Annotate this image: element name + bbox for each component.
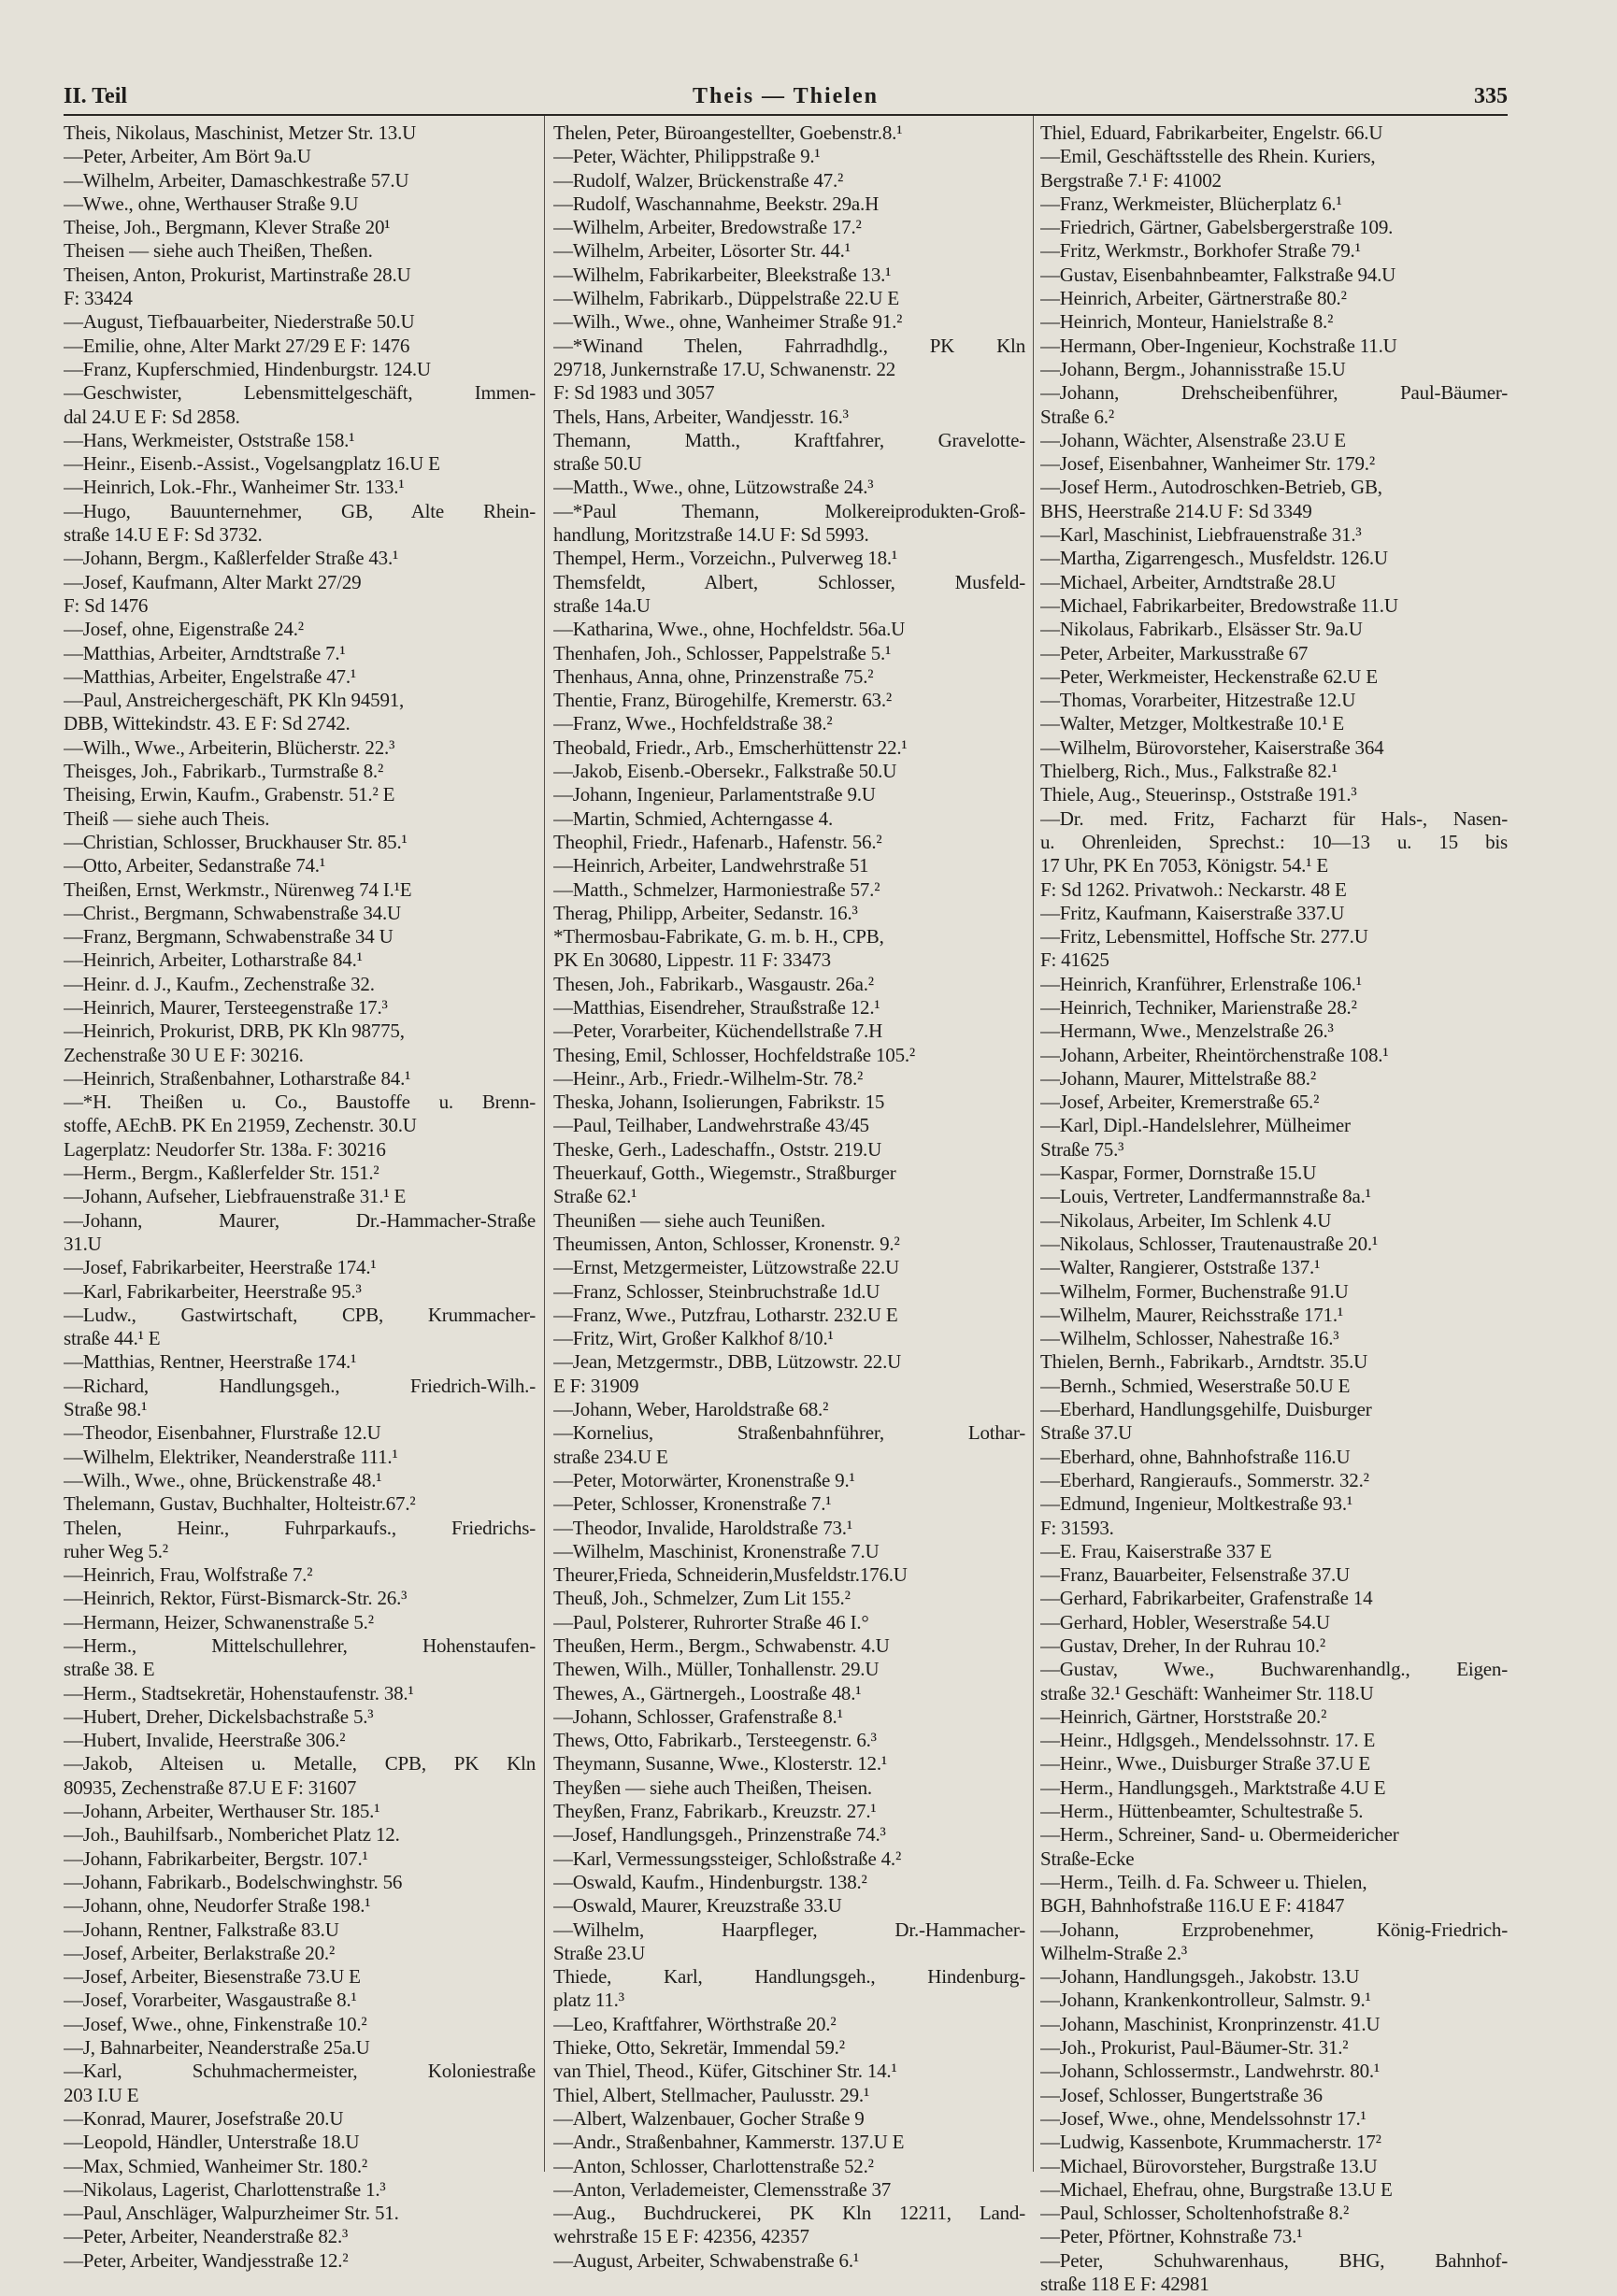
directory-entry-line: —Wilhelm, Haarpfleger, Dr.-Hammacher- <box>553 1918 1025 1941</box>
directory-entry-line: —Wilhelm, Fabrikarb., Düppelstraße 22.U E <box>553 287 900 310</box>
directory-entry-line: —Rudolf, Waschannahme, Beekstr. 29a.H <box>553 192 880 215</box>
directory-entry-line: ruher Weg 5.² <box>64 1539 168 1562</box>
directory-entry-line: —Wilhelm, Bürovorsteher, Kaiserstraße 364 <box>1040 735 1384 759</box>
directory-entry-line: —Johann, Drehscheibenführer, Paul-Bäumer- <box>1040 381 1508 405</box>
directory-entry-line: —Josef, ohne, Eigenstraße 24.² <box>64 618 304 641</box>
directory-entry-line: Straße-Ecke <box>1040 1847 1135 1870</box>
running-head: Theis — Thielen <box>693 84 879 108</box>
directory-entry-line: —Heinrich, Frau, Wolfstraße 7.² <box>64 1563 313 1587</box>
directory-entry-line: Straße 37.U <box>1040 1421 1133 1445</box>
directory-entry-line: —Richard, Handlungsgeh., Friedrich-Wilh.- <box>64 1374 536 1397</box>
directory-entry-line: —Josef, Arbeiter, Berlakstraße 20.² <box>64 1941 336 1964</box>
directory-entry-line: —E. Frau, Kaiserstraße 337 E <box>1040 1539 1272 1562</box>
directory-entry-line: —Johann, ohne, Neudorfer Straße 198.¹ <box>64 1894 371 1918</box>
directory-entry-line: —Thomas, Vorarbeiter, Hitzestraße 12.U <box>1040 689 1356 712</box>
directory-entry-line: —Josef, Arbeiter, Kremerstraße 65.² <box>1040 1091 1320 1114</box>
directory-entry-line: straße 14.U E F: Sd 3732. <box>64 523 263 547</box>
directory-entry-line: —Karl, Schuhmachermeister, Koloniestraße <box>64 2060 536 2083</box>
directory-entry-line: —Johann, Bergm., Kaßlerfelder Straße 43.¹ <box>64 547 399 570</box>
directory-entry-line: —Hubert, Dreher, Dickelsbachstraße 5.³ <box>64 1704 374 1728</box>
directory-entry-line: —Eberhard, Handlungsgehilfe, Duisburger <box>1040 1398 1372 1421</box>
directory-entry-line: —Matthias, Rentner, Heerstraße 174.¹ <box>64 1350 357 1374</box>
directory-entry-line: —Johann, Ingenieur, Parlamentstraße 9.U <box>553 783 876 806</box>
directory-entry-line: Thiel, Eduard, Fabrikarbeiter, Engelstr. 66.U <box>1040 121 1383 144</box>
directory-entry-line: —Franz, Werkmeister, Blücherplatz 6.¹ <box>1040 192 1342 215</box>
directory-entry-line: —Martha, Zigarrengesch., Musfeldstr. 126.U <box>1040 547 1388 570</box>
directory-entry-line: —Fritz, Werkmstr., Borkhofer Straße 79.¹ <box>1040 239 1361 263</box>
directory-entry-line: —Matth., Schmelzer, Harmoniestraße 57.² <box>553 877 880 901</box>
directory-entry-line: Thelen, Heinr., Fuhrparkaufs., Friedrichs- <box>64 1516 536 1539</box>
directory-entry-line: —Wilh., Wwe., ohne, Brückenstraße 48.¹ <box>64 1468 382 1491</box>
directory-entry-line: —Gustav, Dreher, In der Ruhrau 10.² <box>1040 1634 1326 1657</box>
directory-entry-line: —Michael, Bürovorsteher, Burgstraße 13.U <box>1040 2154 1378 2177</box>
directory-entry-line: —Peter, Werkmeister, Heckenstraße 62.U E <box>1040 664 1378 688</box>
directory-entry-line: Theising, Erwin, Kaufm., Grabenstr. 51.² E <box>64 783 395 806</box>
directory-entry-line: —Paul, Anschläger, Walpurzheimer Str. 51. <box>64 2202 399 2225</box>
directory-entry-line: Thielen, Bernh., Fabrikarb., Arndtstr. 35.U <box>1040 1350 1368 1374</box>
directory-entry-line: F: 41625 <box>1040 948 1109 972</box>
directory-entry-line: Thews, Otto, Fabrikarb., Tersteegenstr. 6.³ <box>553 1729 877 1752</box>
directory-entry-line: —Peter, Wächter, Philippstraße 9.¹ <box>553 145 821 168</box>
directory-entry-line: —Peter, Vorarbeiter, Küchendellstraße 7.H <box>553 1020 883 1043</box>
directory-entry-line: —Anton, Verlademeister, Clemensstraße 37 <box>553 2177 892 2201</box>
directory-entry-line: —Franz, Wwe., Hochfeldstraße 38.² <box>553 712 833 735</box>
directory-entry-line: —Heinrich, Arbeiter, Gärtnerstraße 80.² <box>1040 287 1347 310</box>
directory-entry-line: —Andr., Straßenbahner, Kammerstr. 137.U E <box>553 2131 905 2154</box>
directory-entry-line: —Heinrich, Arbeiter, Landwehrstraße 51 <box>553 854 869 877</box>
directory-entry-line: 31.U <box>64 1232 102 1255</box>
directory-entry-line: wehrstraße 15 E F: 42356, 42357 <box>553 2225 809 2248</box>
directory-entry-line: Thewen, Wilh., Müller, Tonhallenstr. 29.U <box>553 1658 880 1681</box>
directory-entry-line: —Johann, Arbeiter, Werthauser Str. 185.¹ <box>64 1800 380 1823</box>
directory-entry-line: dal 24.U E F: Sd 2858. <box>64 405 240 428</box>
directory-entry-line: PK En 30680, Lippestr. 11 F: 33473 <box>553 948 831 972</box>
directory-entry-line: —Johann, Weber, Haroldstraße 68.² <box>553 1398 829 1421</box>
directory-entry-line: —Wilhelm, Maurer, Reichsstraße 171.¹ <box>1040 1303 1343 1326</box>
directory-entry-line: —Paul, Polsterer, Ruhrorter Straße 46 I.° <box>553 1610 869 1633</box>
directory-entry-line: —Johann, Handlungsgeh., Jakobstr. 13.U <box>1040 1965 1360 1989</box>
directory-entry-line: Thieke, Otto, Sekretär, Immendal 59.² <box>553 2036 845 2060</box>
directory-entry-line: Thiede, Karl, Handlungsgeh., Hindenburg- <box>553 1965 1025 1989</box>
directory-entry-line: Thiele, Aug., Steuerinsp., Oststraße 191.³ <box>1040 783 1357 806</box>
directory-entry-line: —Wilhelm, Maschinist, Kronenstraße 7.U <box>553 1539 880 1562</box>
directory-entry-line: —Josef Herm., Autodroschken-Betrieb, GB, <box>1040 476 1382 499</box>
directory-entry-line: —Theodor, Invalide, Haroldstraße 73.¹ <box>553 1516 852 1539</box>
directory-entry-line: platz 11.³ <box>553 1989 624 2012</box>
directory-entry-line: —Heinrich, Rektor, Fürst-Bismarck-Str. 26.³ <box>64 1587 408 1610</box>
directory-entry-line: Thentie, Franz, Bürogehilfe, Kremerstr. 63.² <box>553 689 892 712</box>
directory-entry-line: —Christian, Schlosser, Bruckhauser Str. 85.¹ <box>64 830 408 853</box>
directory-entry-line: E F: 31909 <box>553 1374 639 1397</box>
directory-entry-line: —Heinrich, Arbeiter, Lotharstraße 84.¹ <box>64 948 363 972</box>
directory-entry-line: —Albert, Walzenbauer, Gocher Straße 9 <box>553 2106 865 2130</box>
directory-column-2 <box>553 121 1025 2273</box>
directory-entry-line: —Heinrich, Gärtner, Horststraße 20.² <box>1040 1704 1327 1728</box>
directory-entry-line: 80935, Zechenstraße 87.U E F: 31607 <box>64 1775 357 1799</box>
directory-entry-line: —Jean, Metzgermstr., DBB, Lützowstr. 22.U <box>553 1350 902 1374</box>
directory-entry-line: —*H. Theißen u. Co., Baustoffe u. Brenn- <box>64 1091 536 1114</box>
directory-entry-line: Theuerkauf, Gotth., Wiegemstr., Straßburger <box>553 1162 896 1185</box>
directory-entry-line: —Christ., Bergmann, Schwabenstraße 34.U <box>64 901 402 924</box>
directory-entry-line: —Bernh., Schmied, Weserstraße 50.U E <box>1040 1374 1351 1397</box>
directory-entry-line: —Heinrich, Techniker, Marienstraße 28.² <box>1040 995 1357 1019</box>
directory-entry-line: Straße 75.³ <box>1040 1137 1124 1161</box>
directory-entry-line: —Heinr., Wwe., Duisburger Straße 37.U E <box>1040 1752 1371 1775</box>
directory-entry-line: —Hermann, Ober-Ingenieur, Kochstraße 11.U <box>1040 334 1397 357</box>
directory-entry-line: —Heinrich, Prokurist, DRB, PK Kln 98775, <box>64 1020 405 1043</box>
directory-entry-line: —Peter, Schlosser, Kronenstraße 7.¹ <box>553 1492 832 1516</box>
directory-entry-line: —Wilhelm, Fabrikarbeiter, Bleekstraße 13.¹ <box>553 263 892 286</box>
directory-entry-line: F: Sd 1476 <box>64 593 149 617</box>
directory-entry-line: —Leo, Kraftfahrer, Wörthstraße 20.² <box>553 2012 837 2035</box>
directory-entry-line: Theumissen, Anton, Schlosser, Kronenstr. 9.² <box>553 1232 900 1255</box>
directory-entry-line: —Johann, Fabrikarb., Bodelschwinghstr. 56 <box>64 1870 403 1893</box>
directory-entry-line: F: Sd 1983 und 3057 <box>553 381 715 405</box>
directory-entry-line: —Johann, Erzprobenehmer, König-Friedrich- <box>1040 1918 1508 1941</box>
directory-entry-line: —Peter, Pförtner, Kohnstraße 73.¹ <box>1040 2225 1303 2248</box>
directory-entry-line: —Kornelius, Straßenbahnführer, Lothar- <box>553 1421 1025 1445</box>
directory-entry-line: —Josef, Fabrikarbeiter, Heerstraße 174.¹ <box>64 1256 377 1279</box>
directory-entry-line: —Peter, Arbeiter, Markusstraße 67 <box>1040 641 1309 664</box>
directory-entry-line: van Thiel, Theod., Küfer, Gitschiner Str. 14.¹ <box>553 2060 897 2083</box>
directory-entry-line: straße 50.U <box>553 452 642 476</box>
directory-entry-line: straße 234.U E <box>553 1445 668 1468</box>
directory-entry-line: Straße 6.² <box>1040 405 1114 428</box>
directory-entry-line: —Oswald, Kaufm., Hindenburgstr. 138.² <box>553 1870 867 1893</box>
directory-entry-line: Thenhafen, Joh., Schlosser, Pappelstraße 5.¹ <box>553 641 892 664</box>
directory-entry-line: —Josef, Handlungsgeh., Prinzenstraße 74.³ <box>553 1823 886 1847</box>
directory-entry-line: —Josef, Schlosser, Bungertstraße 36 <box>1040 2083 1323 2106</box>
directory-entry-line: —*Paul Themann, Molkereiprodukten-Groß- <box>553 499 1025 522</box>
directory-entry-line: Theuß, Joh., Schmelzer, Zum Lit 155.² <box>553 1587 851 1610</box>
directory-entry-line: straße 44.¹ E <box>64 1327 161 1350</box>
directory-entry-line: —Otto, Arbeiter, Sedanstraße 74.¹ <box>64 854 325 877</box>
directory-entry-line: Theurer,Frieda, Schneiderin,Musfeldstr.176.U <box>553 1563 908 1587</box>
directory-entry-line: Thiel, Albert, Stellmacher, Paulusstr. 29.¹ <box>553 2083 870 2106</box>
directory-entry-line: —Friedrich, Gärtner, Gabelsbergerstraße 109. <box>1040 216 1394 239</box>
directory-entry-line: Theobald, Friedr., Arb., Emscherhüttenstr 22.¹ <box>553 735 908 759</box>
directory-entry-line: —Herm., Bergm., Kaßlerfelder Str. 151.² <box>64 1162 379 1185</box>
directory-entry-line: stoffe, AEchB. PK En 21959, Zechenstr. 30.U <box>64 1114 417 1137</box>
directory-entry-line: Theisges, Joh., Fabrikarb., Turmstraße 8.² <box>64 760 384 783</box>
directory-entry-line: —Matthias, Arbeiter, Engelstraße 47.¹ <box>64 664 356 688</box>
directory-entry-line: —Theodor, Eisenbahner, Flurstraße 12.U <box>64 1421 381 1445</box>
directory-entry-line: —Heinrich, Kranführer, Erlenstraße 106.¹ <box>1040 972 1362 995</box>
directory-entry-line: —Nikolaus, Arbeiter, Im Schlenk 4.U <box>1040 1208 1332 1232</box>
directory-entry-line: —Johann, Aufseher, Liebfrauenstraße 31.¹ E <box>64 1185 407 1208</box>
directory-entry-line: —Josef, Vorarbeiter, Wasgaustraße 8.¹ <box>64 1989 357 2012</box>
directory-entry-line: —Gerhard, Fabrikarbeiter, Grafenstraße 14 <box>1040 1587 1373 1610</box>
directory-entry-line: —Paul, Teilhaber, Landwehrstraße 43/45 <box>553 1114 869 1137</box>
directory-entry-line: —Karl, Fabrikarbeiter, Heerstraße 95.³ <box>64 1279 362 1303</box>
directory-entry-line: —Paul, Anstreichergeschäft, PK Kln 94591, <box>64 689 405 712</box>
directory-entry-line: Therag, Philipp, Arbeiter, Sedanstr. 16.³ <box>553 901 858 924</box>
directory-entry-line: —Heinr., Hdlgsgeh., Mendelssohnstr. 17. E <box>1040 1729 1376 1752</box>
directory-entry-line: —Josef, Arbeiter, Biesenstraße 73.U E <box>64 1965 361 1989</box>
directory-entry-line: —Wwe., ohne, Werthauser Straße 9.U <box>64 192 359 215</box>
directory-entry-line: —Johann, Maschinist, Kronprinzenstr. 41.U <box>1040 2012 1381 2035</box>
directory-entry-line: —Martin, Schmied, Achterngasse 4. <box>553 806 834 830</box>
directory-entry-line: —Johann, Krankenkontrolleur, Salmstr. 9.¹ <box>1040 1989 1371 2012</box>
directory-entry-line: —Wilhelm, Former, Buchenstraße 91.U <box>1040 1279 1349 1303</box>
directory-entry-line: —Michael, Ehefrau, ohne, Burgstraße 13.U E <box>1040 2177 1393 2201</box>
directory-entry-line: —Ludw., Gastwirtschaft, CPB, Krummacher- <box>64 1303 536 1326</box>
directory-entry-line: Straße 62.¹ <box>553 1185 637 1208</box>
directory-entry-line: —Josef, Kaufmann, Alter Markt 27/29 <box>64 570 362 593</box>
directory-entry-line: —Franz, Schlosser, Steinbruchstraße 1d.U <box>553 1279 880 1303</box>
directory-entry-line: —Geschwister, Lebensmittelgeschäft, Immen- <box>64 381 536 405</box>
directory-entry-line: Straße 23.U <box>553 1941 646 1964</box>
directory-entry-line: Theyßen, Franz, Fabrikarb., Kreuzstr. 27.¹ <box>553 1800 877 1823</box>
directory-column-1 <box>64 121 536 2273</box>
directory-entry-line: —Karl, Dipl.-Handelslehrer, Mülheimer <box>1040 1114 1351 1137</box>
directory-entry-line: —August, Tiefbauarbeiter, Niederstraße 50.U <box>64 310 415 334</box>
directory-entry-line: F: Sd 1262. Privatwoh.: Neckarstr. 48 E <box>1040 877 1347 901</box>
directory-entry-line: Themsfeldt, Albert, Schlosser, Musfeld- <box>553 570 1025 593</box>
directory-entry-line: —Josef, Wwe., ohne, Mendelssohnstr 17.¹ <box>1040 2106 1367 2130</box>
directory-entry-line: —Nikolaus, Fabrikarb., Elsässer Str. 9a.U <box>1040 618 1363 641</box>
directory-entry-line: —Johann, Rentner, Falkstraße 83.U <box>64 1918 339 1941</box>
directory-entry-line: —Peter, Schuhwarenhaus, BHG, Bahnhof- <box>1040 2248 1508 2272</box>
directory-entry-line: straße 14a.U <box>553 593 651 617</box>
directory-entry-line: —Josef, Wwe., ohne, Finkenstraße 10.² <box>64 2012 367 2035</box>
directory-entry-line: 17 Uhr, PK En 7053, Königstr. 54.¹ E <box>1040 854 1329 877</box>
column-divider <box>544 116 545 2172</box>
directory-entry-line: —Herm., Stadtsekretär, Hohenstaufenstr. 38.¹ <box>64 1681 414 1704</box>
directory-entry-line: —Fritz, Lebensmittel, Hoffsche Str. 277.U <box>1040 925 1368 948</box>
directory-entry-line: —Matthias, Eisendreher, Straußstraße 12.¹ <box>553 995 880 1019</box>
directory-entry-line: —Leopold, Händler, Unterstraße 18.U <box>64 2131 360 2154</box>
directory-entry-line: —Eberhard, Rangieraufs., Sommerstr. 32.² <box>1040 1468 1369 1491</box>
directory-entry-line: Thielberg, Rich., Mus., Falkstraße 82.¹ <box>1040 760 1338 783</box>
directory-entry-line: —Wilh., Wwe., Arbeiterin, Blücherstr. 22.³ <box>64 735 395 759</box>
directory-entry-line: Theske, Gerh., Ladeschaffn., Oststr. 219.U <box>553 1137 882 1161</box>
directory-entry-line: —Johann, Fabrikarbeiter, Bergstr. 107.¹ <box>64 1847 368 1870</box>
directory-entry-line: —*Winand Thelen, Fahrradhdlg., PK Kln <box>553 334 1025 357</box>
directory-entry-line: —Heinrich, Monteur, Hanielstraße 8.² <box>1040 310 1334 334</box>
page-header <box>64 84 1508 116</box>
directory-entry-line: —Michael, Fabrikarbeiter, Bredowstraße 11.U <box>1040 593 1398 617</box>
directory-entry-line: Thenhaus, Anna, ohne, Prinzenstraße 75.² <box>553 664 874 688</box>
directory-entry-line: —Eberhard, ohne, Bahnhofstraße 116.U <box>1040 1445 1351 1468</box>
directory-entry-line: —Dr. med. Fritz, Facharzt für Hals-, Nasen- <box>1040 806 1508 830</box>
directory-entry-line: Theiß — siehe auch Theis. <box>64 806 270 830</box>
directory-entry-line: Thewes, A., Gärtnergeh., Loostraße 48.¹ <box>553 1681 862 1704</box>
directory-entry-line: Theißen, Ernst, Werkmstr., Nürenweg 74 I.¹E <box>64 877 412 901</box>
directory-entry-line: —Johann, Wächter, Alsenstraße 23.U E <box>1040 428 1346 451</box>
directory-entry-line: —Hugo, Bauunternehmer, GB, Alte Rhein- <box>64 499 536 522</box>
directory-entry-line: —Herm., Hüttenbeamter, Schultestraße 5. <box>1040 1800 1364 1823</box>
directory-entry-line: —J, Bahnarbeiter, Neanderstraße 25a.U <box>64 2036 370 2060</box>
directory-entry-line: —Herm., Schreiner, Sand- u. Obermeidericher <box>1040 1823 1399 1847</box>
directory-entry-line: Theise, Joh., Bergmann, Klever Straße 20¹ <box>64 216 391 239</box>
directory-entry-line: straße 38. E <box>64 1658 155 1681</box>
directory-entry-line: —Aug., Buchdruckerei, PK Kln 12211, Land- <box>553 2202 1025 2225</box>
directory-entry-line: Theisen, Anton, Prokurist, Martinstraße 28.U <box>64 263 411 286</box>
directory-entry-line: —Gustav, Eisenbahnbeamter, Falkstraße 94.U <box>1040 263 1396 286</box>
directory-entry-line: —Fritz, Kaufmann, Kaiserstraße 337.U <box>1040 901 1345 924</box>
directory-entry-line: *Thermosbau-Fabrikate, G. m. b. H., CPB, <box>553 925 884 948</box>
directory-entry-line: —Karl, Vermessungssteiger, Schloßstraße 4.² <box>553 1847 902 1870</box>
directory-entry-line: 29718, Junkernstraße 17.U, Schwanenstr. 22 <box>553 357 896 380</box>
directory-entry-line: —Walter, Metzger, Moltkestraße 10.¹ E <box>1040 712 1345 735</box>
directory-entry-line: —Herm., Teilh. d. Fa. Schweer u. Thielen, <box>1040 1870 1367 1893</box>
directory-entry-line: —Heinr., Eisenb.-Assist., Vogelsangplatz 16.U E <box>64 452 440 476</box>
directory-entry-line: —Joh., Bauhilfsarb., Nomberichet Platz 12. <box>64 1823 400 1847</box>
directory-entry-line: —Wilhelm, Arbeiter, Lösorter Str. 44.¹ <box>553 239 851 263</box>
section-label: II. Teil <box>64 84 128 108</box>
directory-entry-line: —Wilhelm, Arbeiter, Damaschkestraße 57.U <box>64 168 409 192</box>
directory-entry-line: Theunißen — siehe auch Teunißen. <box>553 1208 825 1232</box>
directory-entry-line: BHS, Heerstraße 214.U F: Sd 3349 <box>1040 499 1312 522</box>
directory-entry-line: Thelen, Peter, Büroangestellter, Goebenstr.8.¹ <box>553 121 903 144</box>
directory-entry-line: —Heinrich, Straßenbahner, Lotharstraße 84.¹ <box>64 1066 411 1090</box>
directory-entry-line: straße 32.¹ Geschäft: Wanheimer Str. 118.U <box>1040 1681 1374 1704</box>
directory-entry-line: —Peter, Arbeiter, Neanderstraße 82.³ <box>64 2225 349 2248</box>
directory-entry-line: Thesing, Emil, Schlosser, Hochfeldstraße 105.² <box>553 1043 916 1066</box>
directory-entry-line: —Wilhelm, Elektriker, Neanderstraße 111.¹ <box>64 1445 398 1468</box>
directory-entry-line: —Johann, Maurer, Mittelstraße 88.² <box>1040 1066 1316 1090</box>
directory-entry-line: —Heinr., Arb., Friedr.-Wilhelm-Str. 78.² <box>553 1066 864 1090</box>
directory-entry-line: —Kaspar, Former, Dornstraße 15.U <box>1040 1162 1317 1185</box>
directory-entry-line: —Michael, Arbeiter, Arndtstraße 28.U <box>1040 570 1337 593</box>
directory-entry-line: —Wilhelm, Arbeiter, Bredowstraße 17.² <box>553 216 862 239</box>
directory-entry-line: —Franz, Bergmann, Schwabenstraße 34 U <box>64 925 394 948</box>
directory-entry-line: Zechenstraße 30 U E F: 30216. <box>64 1043 304 1066</box>
directory-entry-line: Thelemann, Gustav, Buchhalter, Holteistr.67.² <box>64 1492 416 1516</box>
directory-entry-line: —Josef, Eisenbahner, Wanheimer Str. 179.² <box>1040 452 1375 476</box>
directory-entry-line: —Matthias, Arbeiter, Arndtstraße 7.¹ <box>64 641 346 664</box>
directory-entry-line: —Johann, Schlossermstr., Landwehrstr. 80.¹ <box>1040 2060 1381 2083</box>
directory-column-3 <box>1040 121 1508 2296</box>
directory-entry-line: DBB, Wittekindstr. 43. E F: Sd 2742. <box>64 712 351 735</box>
directory-entry-line: —Herm., Handlungsgeh., Marktstraße 4.U E <box>1040 1775 1386 1799</box>
directory-entry-line: —Johann, Bergm., Johannisstraße 15.U <box>1040 357 1346 380</box>
directory-entry-line: —Gustav, Wwe., Buchwarenhandlg., Eigen- <box>1040 1658 1508 1681</box>
directory-entry-line: straße 118 E F: 42981 <box>1040 2273 1209 2296</box>
directory-entry-line: —Franz, Kupferschmied, Hindenburgstr. 124.U <box>64 357 431 380</box>
directory-entry-line: —Hubert, Invalide, Heerstraße 306.² <box>64 1729 346 1752</box>
directory-entry-line: —Jakob, Eisenb.-Obersekr., Falkstraße 50.U <box>553 760 897 783</box>
directory-entry-line: F: 33424 <box>64 287 133 310</box>
directory-entry-line: —Johann, Arbeiter, Rheintörchenstraße 108.¹ <box>1040 1043 1389 1066</box>
directory-entry-line: —Peter, Motorwärter, Kronenstraße 9.¹ <box>553 1468 855 1491</box>
directory-entry-line: —Hans, Werkmeister, Oststraße 158.¹ <box>64 428 355 451</box>
directory-entry-line: —Nikolaus, Lagerist, Charlottenstraße 1.³ <box>64 2177 386 2201</box>
directory-entry-line: —Emil, Geschäftsstelle des Rhein. Kuriers, <box>1040 145 1376 168</box>
directory-entry-line: —Karl, Maschinist, Liebfrauenstraße 31.³ <box>1040 523 1362 547</box>
directory-entry-line: Lagerplatz: Neudorfer Str. 138a. F: 30216 <box>64 1137 386 1161</box>
page-number: 335 <box>1474 84 1508 108</box>
directory-entry-line: —Max, Schmied, Wanheimer Str. 180.² <box>64 2154 368 2177</box>
directory-entry-line: —Walter, Rangierer, Oststraße 137.¹ <box>1040 1256 1321 1279</box>
directory-entry-line: Theyßen — siehe auch Theißen, Theisen. <box>553 1775 872 1799</box>
directory-entry-line: —Katharina, Wwe., ohne, Hochfeldstr. 56a.U <box>553 618 906 641</box>
directory-entry-line: Theisen — siehe auch Theißen, Theßen. <box>64 239 373 263</box>
directory-entry-line: u. Ohrenleiden, Sprechst.: 10—13 u. 15 bis <box>1040 830 1508 853</box>
directory-entry-line: —Nikolaus, Schlosser, Trautenaustraße 20.¹ <box>1040 1232 1379 1255</box>
directory-entry-line: —Oswald, Maurer, Kreuzstraße 33.U <box>553 1894 842 1918</box>
directory-entry-line: —Edmund, Ingenieur, Moltkestraße 93.¹ <box>1040 1492 1352 1516</box>
directory-entry-line: —Johann, Maurer, Dr.-Hammacher-Straße <box>64 1208 536 1232</box>
directory-entry-line: —Anton, Schlosser, Charlottenstraße 52.² <box>553 2154 874 2177</box>
directory-entry-line: —Rudolf, Walzer, Brückenstraße 47.² <box>553 168 844 192</box>
directory-entry-line: —Herm., Mittelschullehrer, Hohenstaufen- <box>64 1634 536 1657</box>
directory-entry-line: 203 I.U E <box>64 2083 139 2106</box>
directory-entry-line: —Peter, Arbeiter, Am Bört 9a.U <box>64 145 311 168</box>
directory-entry-line: —Konrad, Maurer, Josefstraße 20.U <box>64 2106 344 2130</box>
directory-entry-line: —Paul, Schlosser, Scholtenhofstraße 8.² <box>1040 2202 1350 2225</box>
directory-entry-line: —Franz, Bauarbeiter, Felsenstraße 37.U <box>1040 1563 1350 1587</box>
directory-entry-line: Thesen, Joh., Fabrikarb., Wasgaustr. 26a.² <box>553 972 874 995</box>
directory-entry-line: —Louis, Vertreter, Landfermannstraße 8a.¹ <box>1040 1185 1371 1208</box>
directory-entry-line: —Wilh., Wwe., ohne, Wanheimer Straße 91.² <box>553 310 903 334</box>
directory-entry-line: Theska, Johann, Isolierungen, Fabrikstr. 15 <box>553 1091 885 1114</box>
directory-entry-line: handlung, Moritzstraße 14.U F: Sd 5993. <box>553 523 869 547</box>
directory-entry-line: Themann, Matth., Kraftfahrer, Gravelotte- <box>553 428 1025 451</box>
directory-entry-line: —Emilie, ohne, Alter Markt 27/29 E F: 1476 <box>64 334 410 357</box>
directory-entry-line: —Matth., Wwe., ohne, Lützowstraße 24.³ <box>553 476 874 499</box>
directory-entry-line: Thels, Hans, Arbeiter, Wandjesstr. 16.³ <box>553 405 849 428</box>
directory-entry-line: BGH, Bahnhofstraße 116.U E F: 41847 <box>1040 1894 1345 1918</box>
directory-entry-line: —Joh., Prokurist, Paul-Bäumer-Str. 31.² <box>1040 2036 1349 2060</box>
column-divider <box>1033 116 1034 2172</box>
directory-entry-line: —Ernst, Metzgermeister, Lützowstraße 22.U <box>553 1256 900 1279</box>
directory-entry-line: —Franz, Wwe., Putzfrau, Lotharstr. 232.U E <box>553 1303 898 1326</box>
directory-entry-line: —Peter, Arbeiter, Wandjesstraße 12.² <box>64 2248 349 2272</box>
directory-entry-line: Wilhelm-Straße 2.³ <box>1040 1941 1187 1964</box>
directory-entry-line: —Heinr. d. J., Kaufm., Zechenstraße 32. <box>64 972 375 995</box>
directory-entry-line: Theymann, Susanne, Wwe., Klosterstr. 12.¹ <box>553 1752 887 1775</box>
directory-entry-line: —Heinrich, Lok.-Fhr., Wanheimer Str. 133.¹ <box>64 476 405 499</box>
directory-entry-line: —Wilhelm, Schlosser, Nahestraße 16.³ <box>1040 1327 1339 1350</box>
directory-entry-line: —Johann, Schlosser, Grafenstraße 8.¹ <box>553 1704 843 1728</box>
directory-entry-line: Theophil, Friedr., Hafenarb., Hafenstr. 56.² <box>553 830 882 853</box>
directory-entry-line: —Heinrich, Maurer, Tersteegenstraße 17.³ <box>64 995 388 1019</box>
directory-entry-line: F: 31593. <box>1040 1516 1114 1539</box>
directory-entry-line: —Ludwig, Kassenbote, Krummacherstr. 17² <box>1040 2131 1381 2154</box>
directory-entry-line: —Fritz, Wirt, Großer Kalkhof 8/10.¹ <box>553 1327 834 1350</box>
directory-entry-line: —Hermann, Wwe., Menzelstraße 26.³ <box>1040 1020 1334 1043</box>
directory-entry-line: —Gerhard, Hobler, Weserstraße 54.U <box>1040 1610 1330 1633</box>
directory-entry-line: Thempel, Herm., Vorzeichn., Pulverweg 18.¹ <box>553 547 898 570</box>
directory-entry-line: —Hermann, Heizer, Schwanenstraße 5.² <box>64 1610 374 1633</box>
directory-entry-line: —August, Arbeiter, Schwabenstraße 6.¹ <box>553 2248 859 2272</box>
directory-entry-line: Theußen, Herm., Bergm., Schwabenstr. 4.U <box>553 1634 890 1657</box>
directory-entry-line: Theis, Nikolaus, Maschinist, Metzer Str. 13.U <box>64 121 417 144</box>
directory-entry-line: Bergstraße 7.¹ F: 41002 <box>1040 168 1222 192</box>
directory-entry-line: Straße 98.¹ <box>64 1398 148 1421</box>
directory-entry-line: —Jakob, Alteisen u. Metalle, CPB, PK Kln <box>64 1752 536 1775</box>
